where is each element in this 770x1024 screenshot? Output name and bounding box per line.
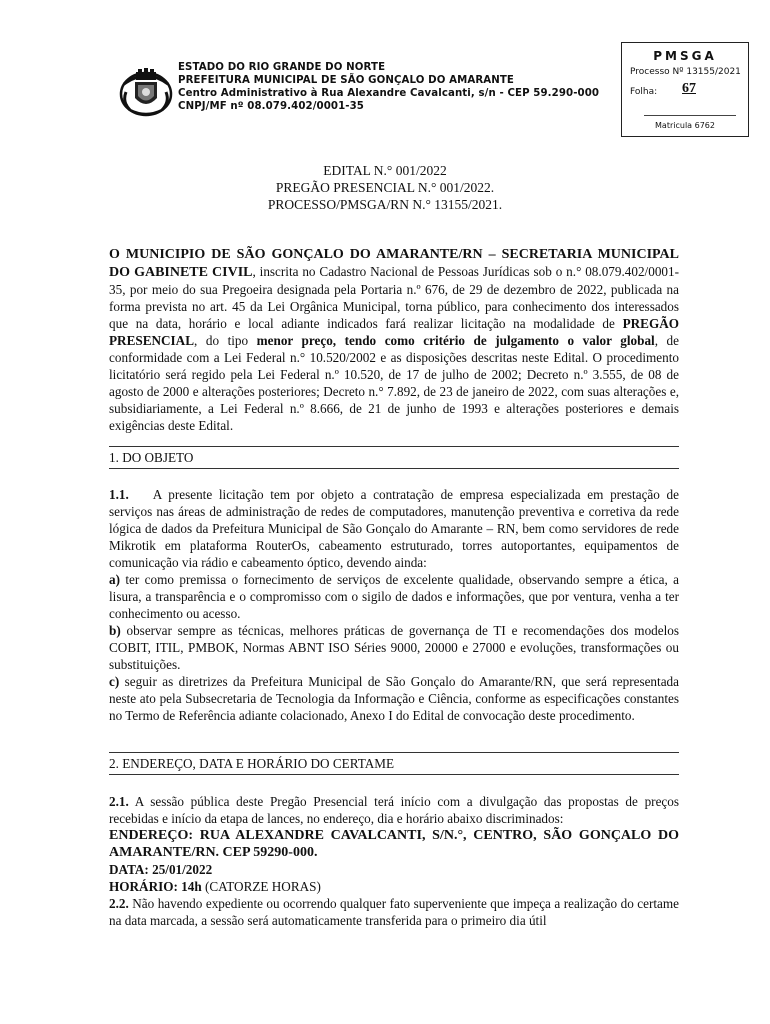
certame-horario xyxy=(109,878,679,895)
intro-text-3: , de conformidade com a Lei Federal n.° 10.520/2002 e as disposições descritas neste Edital. O procedimento licitatório será regido pela Lei Federal n.º 10.520, de 17 de julho de 2002; Decreto n.º 3.555, de 08 de agosto de 2000 e alterações posteriores; Decreto n.° 7.892, de 23 de janeiro de 2022, com suas alterações e, subsidiariamente, a Lei Federal n.º 8.666, de 21 de junho de 1993 e alterações posteriores e demais exigências deste Edital. xyxy=(109,333,680,433)
edital-number: EDITAL N.° 001/2022 xyxy=(323,163,447,178)
section1-body xyxy=(109,486,679,724)
section2-body xyxy=(109,793,679,929)
clause-1-1 xyxy=(109,486,679,571)
stamp-processo: Processo Nº 13155/2021 xyxy=(630,67,741,77)
stamp-matricula: Matricula 6762 xyxy=(655,121,715,130)
certame-endereco-text: ENDEREÇO: RUA ALEXANDRE CAVALCANTI, S/N.°, CENTRO, SÃO GONÇALO DO AMARANTE/RN. CEP 59290-000. xyxy=(109,828,679,860)
item-b xyxy=(109,622,679,673)
municipal-crest-logo xyxy=(118,66,174,118)
clause-2-1 xyxy=(109,793,679,827)
intro-paragraph xyxy=(109,245,679,434)
item-c xyxy=(109,673,679,724)
stamp-folha-number: 67 xyxy=(682,81,696,96)
edital-title-block xyxy=(0,162,770,213)
processo-number: PROCESSO/PMSGA/RN N.° 13155/2021. xyxy=(267,197,503,212)
clause-2-1-text: A sessão pública deste Pregão Presencial terá início com a divulgação das propostas de preços recebidas e início da etapa de lances, no endereço, dia e horário abaixo discriminados: xyxy=(109,794,679,826)
clause-2-1-number: 2.1. xyxy=(109,794,129,809)
certame-horario-label: HORÁRIO: 14h xyxy=(109,879,202,894)
clause-2-2-text: Não havendo expediente ou ocorrendo qualquer fato superveniente que impeça a realização do certame na data marcada, a sessão será automaticamente transferida para o primeiro dia útil xyxy=(109,896,679,928)
letterhead-state: ESTADO DO RIO GRANDE DO NORTE xyxy=(178,62,386,73)
certame-data xyxy=(109,861,679,878)
clause-1-1-number: 1.1. xyxy=(109,487,129,502)
certame-horario-text: (CATORZE HORAS) xyxy=(201,879,321,894)
pregao-number: PREGÃO PRESENCIAL N.° 001/2022. xyxy=(275,180,495,195)
intro-criterio: menor preço, tendo como critério de julgamento o valor global xyxy=(256,333,655,348)
letterhead-cnpj: CNPJ/MF nº 08.079.402/0001-35 xyxy=(178,101,364,112)
item-a-label: a) xyxy=(109,572,120,587)
stamp-title: PMSGA xyxy=(653,49,717,63)
intro-text-2: , do tipo xyxy=(194,333,257,348)
certame-data-text: DATA: 25/01/2022 xyxy=(109,862,213,877)
item-a xyxy=(109,571,679,622)
intro-modalidade: PREGÃO PRESENCIAL xyxy=(109,316,679,348)
protocol-stamp xyxy=(621,42,749,137)
item-b-text: observar sempre as técnicas, melhores práticas de governança de TI e recomendações dos modelos COBIT, ITIL, PMBOK, Normas ABNT ISO Séries 9000, 20000 e 27000 e evoluções, transformações ou substituições. xyxy=(109,623,679,672)
letterhead-prefeitura: PREFEITURA MUNICIPAL DE SÃO GONÇALO DO AMARANTE xyxy=(178,75,514,86)
item-b-label: b) xyxy=(109,623,121,638)
clause-1-1-text: A presente licitação tem por objeto a contratação de empresa especializada em prestação de serviços nas áreas de administração de redes de computadores, manutenção preventiva e corretiva da rede lógica de dados da Prefeitura Municipal de São Gonçalo do Amarante – RN, bem como servidores de rede Mikrotik em plataforma RouterOs, cabeamento estruturado, torres autoportantes, equipamentos de comunicação via rádio e cabeamento óptico, devendo ainda: xyxy=(109,487,679,570)
intro-text-1: , inscrita no Cadastro Nacional de Pessoas Jurídicas sob o n.° 08.079.402/0001-35, por meio do sua Pregoeira designada pela Portaria n.º 676, de 29 de dezembro de 2022, publicada na forma prevista no art. 45 da Lei Orgânica Municipal, torna público, para conhecimento dos interessados que na data, horário e local adiante indicados fará realizar licitação na modalidade de xyxy=(109,264,679,331)
item-a-text: ter como premissa o fornecimento de serviços de excelente qualidade, observando sempre a ética, a lisura, a transparência e o compromisso com o sigilo de dados e informações, que por ventura, venha a ter conhecimento ou acesso. xyxy=(109,572,679,621)
certame-endereco xyxy=(109,827,679,861)
item-c-text: seguir as diretrizes da Prefeitura Municipal de São Gonçalo do Amarante/RN, que será representada neste ato pela Subsecretaria de Tecnologia da Informação e Ciência, conforme as especificações constantes no Termo de Referência adiante colacionado, Anexo I do Edital de convocação deste procedimento. xyxy=(109,674,679,723)
clause-2-2 xyxy=(109,895,679,929)
item-c-label: c) xyxy=(109,674,120,689)
letterhead xyxy=(178,61,599,113)
stamp-signature-line xyxy=(644,115,736,116)
clause-2-2-number: 2.2. xyxy=(109,896,129,911)
stamp-folha-label: Folha: xyxy=(630,87,658,97)
section-heading-objeto: 1. DO OBJETO xyxy=(109,446,679,469)
section-heading-endereco: 2. ENDEREÇO, DATA E HORÁRIO DO CERTAME xyxy=(109,752,679,775)
letterhead-address: Centro Administrativo à Rua Alexandre Cavalcanti, s/n - CEP 59.290-000 xyxy=(178,88,600,99)
intro-entity-name: O MUNICIPIO DE SÃO GONÇALO DO AMARANTE/RN – SECRETARIA MUNICIPAL DO GABINETE CIVIL xyxy=(109,247,679,280)
